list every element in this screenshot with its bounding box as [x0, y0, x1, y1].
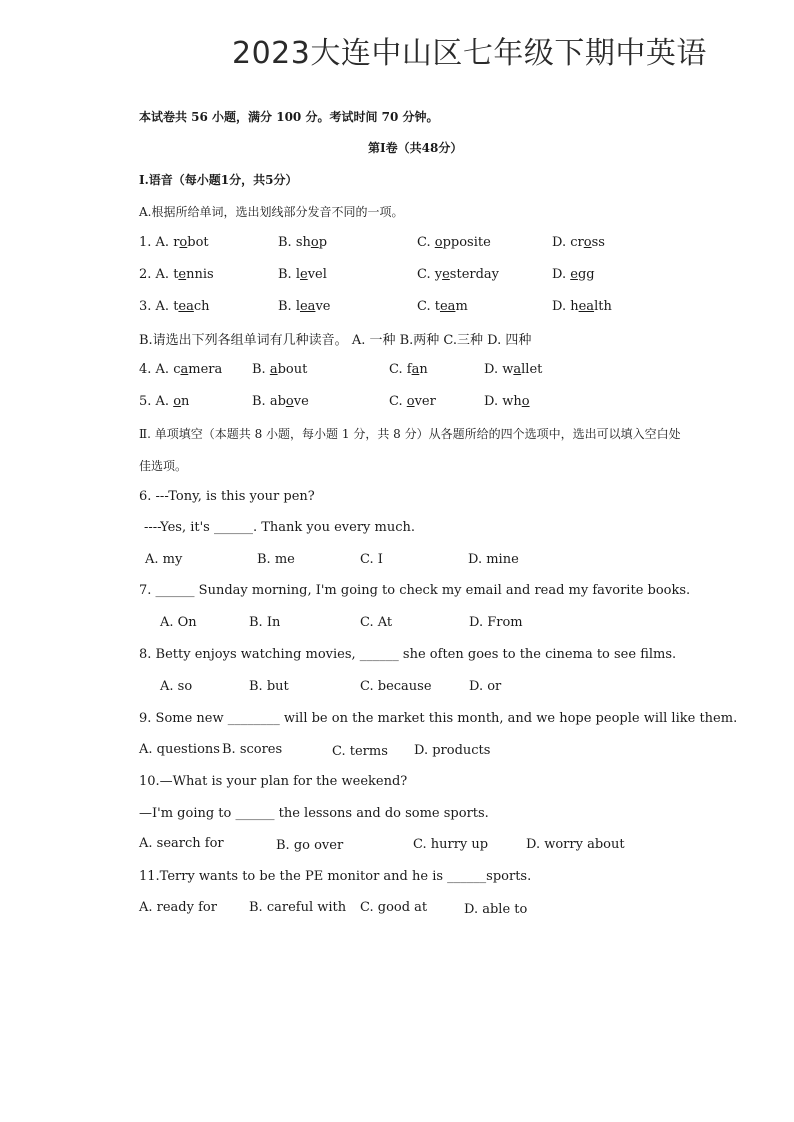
q4-option-b: B. about: [252, 362, 308, 377]
part1-heading: 第Ⅰ卷（共48分）: [368, 141, 463, 155]
q5-option-a: 5. A. on: [139, 394, 190, 409]
q8-option-d: D. or: [469, 679, 502, 694]
section-b-instruction: B.请选出下列各组单词有几种读音。 A. 一种 B.两种 C.三种 D. 四种: [139, 333, 532, 348]
q5-option-b: B. above: [252, 394, 309, 409]
q4-option-a: 4. A. camera: [139, 362, 223, 377]
q10-option-c: C. hurry up: [413, 837, 489, 852]
exam-intro: 本试卷共 56 小题，满分 100 分。考试时间 70 分钟。: [139, 110, 439, 124]
q6-option-c: C. I: [360, 552, 383, 567]
q1-option-c: C. opposite: [417, 235, 491, 250]
q5-option-d: D. who: [484, 394, 530, 409]
q10-option-d: D. worry about: [526, 837, 625, 852]
q4-option-d: D. wallet: [484, 362, 543, 377]
q10-question: 10.—What is your plan for the weekend?: [139, 774, 408, 789]
q11-option-a: A. ready for: [139, 900, 217, 915]
q6-question: 6. ---Tony, is this your pen?: [139, 489, 315, 504]
q6-option-b: B. me: [257, 552, 295, 567]
q6-option-a: A. my: [145, 552, 183, 567]
q7-option-a: A. On: [160, 615, 197, 630]
q5-option-c: C. over: [389, 394, 436, 409]
q9-option-d: D. products: [414, 743, 491, 758]
q9-option-c: C. terms: [332, 744, 388, 759]
q11-option-b: B. careful with: [249, 900, 347, 915]
q9-question: 9. Some new ________ will be on the market this month, and we hope people will like them.: [139, 711, 738, 726]
q2-option-a: 2. A. tennis: [139, 267, 214, 282]
q3-option-c: C. team: [417, 299, 468, 314]
section2-heading-line2: 佳选项。: [139, 459, 188, 473]
section2-heading-line1: Ⅱ. 单项填空（本题共 8 小题，每小题 1 分，共 8 分）从各题所给的四个选项中，选出可以填入空白处: [139, 427, 681, 441]
q10-option-a: A. search for: [139, 836, 224, 851]
q1-option-a: 1. A. robot: [139, 235, 209, 250]
q7-option-c: C. At: [360, 615, 393, 630]
q2-option-b: B. level: [278, 267, 327, 282]
q11-option-d: D. able to: [464, 902, 528, 917]
q11-option-c: C. good at: [360, 900, 428, 915]
q6-answer-line: ----Yes, it's ______. Thank you every much.: [144, 520, 416, 535]
q8-option-a: A. so: [160, 679, 193, 694]
q1-option-b: B. shop: [278, 235, 328, 250]
section-a-instruction: A.根据所给单词，选出划线部分发音不同的一项。: [139, 205, 404, 219]
q2-option-d: D. egg: [552, 267, 595, 282]
document-title: 2023大连中山区七年级下期中英语: [232, 36, 707, 71]
q3-option-a: 3. A. teach: [139, 299, 210, 314]
q7-question: 7. ______ Sunday morning, I'm going to check my email and read my favorite books.: [139, 583, 691, 598]
q4-option-c: C. fan: [389, 362, 428, 377]
q8-option-b: B. but: [249, 679, 289, 694]
q7-option-b: B. In: [249, 615, 281, 630]
q3-option-d: D. health: [552, 299, 612, 314]
q8-option-c: C. because: [360, 679, 432, 694]
q2-option-c: C. yesterday: [417, 267, 500, 282]
q6-option-d: D. mine: [468, 552, 519, 567]
q1-option-d: D. cross: [552, 235, 605, 250]
q3-option-b: B. leave: [278, 299, 331, 314]
q8-question: 8. Betty enjoys watching movies, ______ she often goes to the cinema to see films.: [139, 647, 677, 662]
q9-option-a: A. questions: [139, 742, 220, 757]
q11-question: 11.Terry wants to be the PE monitor and he is ______sports.: [139, 869, 532, 884]
q10-answer-line: —I'm going to ______ the lessons and do some sports.: [139, 806, 489, 821]
section1-heading: Ⅰ.语音（每小题1分，共5分）: [139, 173, 298, 187]
q7-option-d: D. From: [469, 615, 523, 630]
q9-option-b: B. scores: [222, 742, 283, 757]
q10-option-b: B. go over: [276, 838, 344, 853]
